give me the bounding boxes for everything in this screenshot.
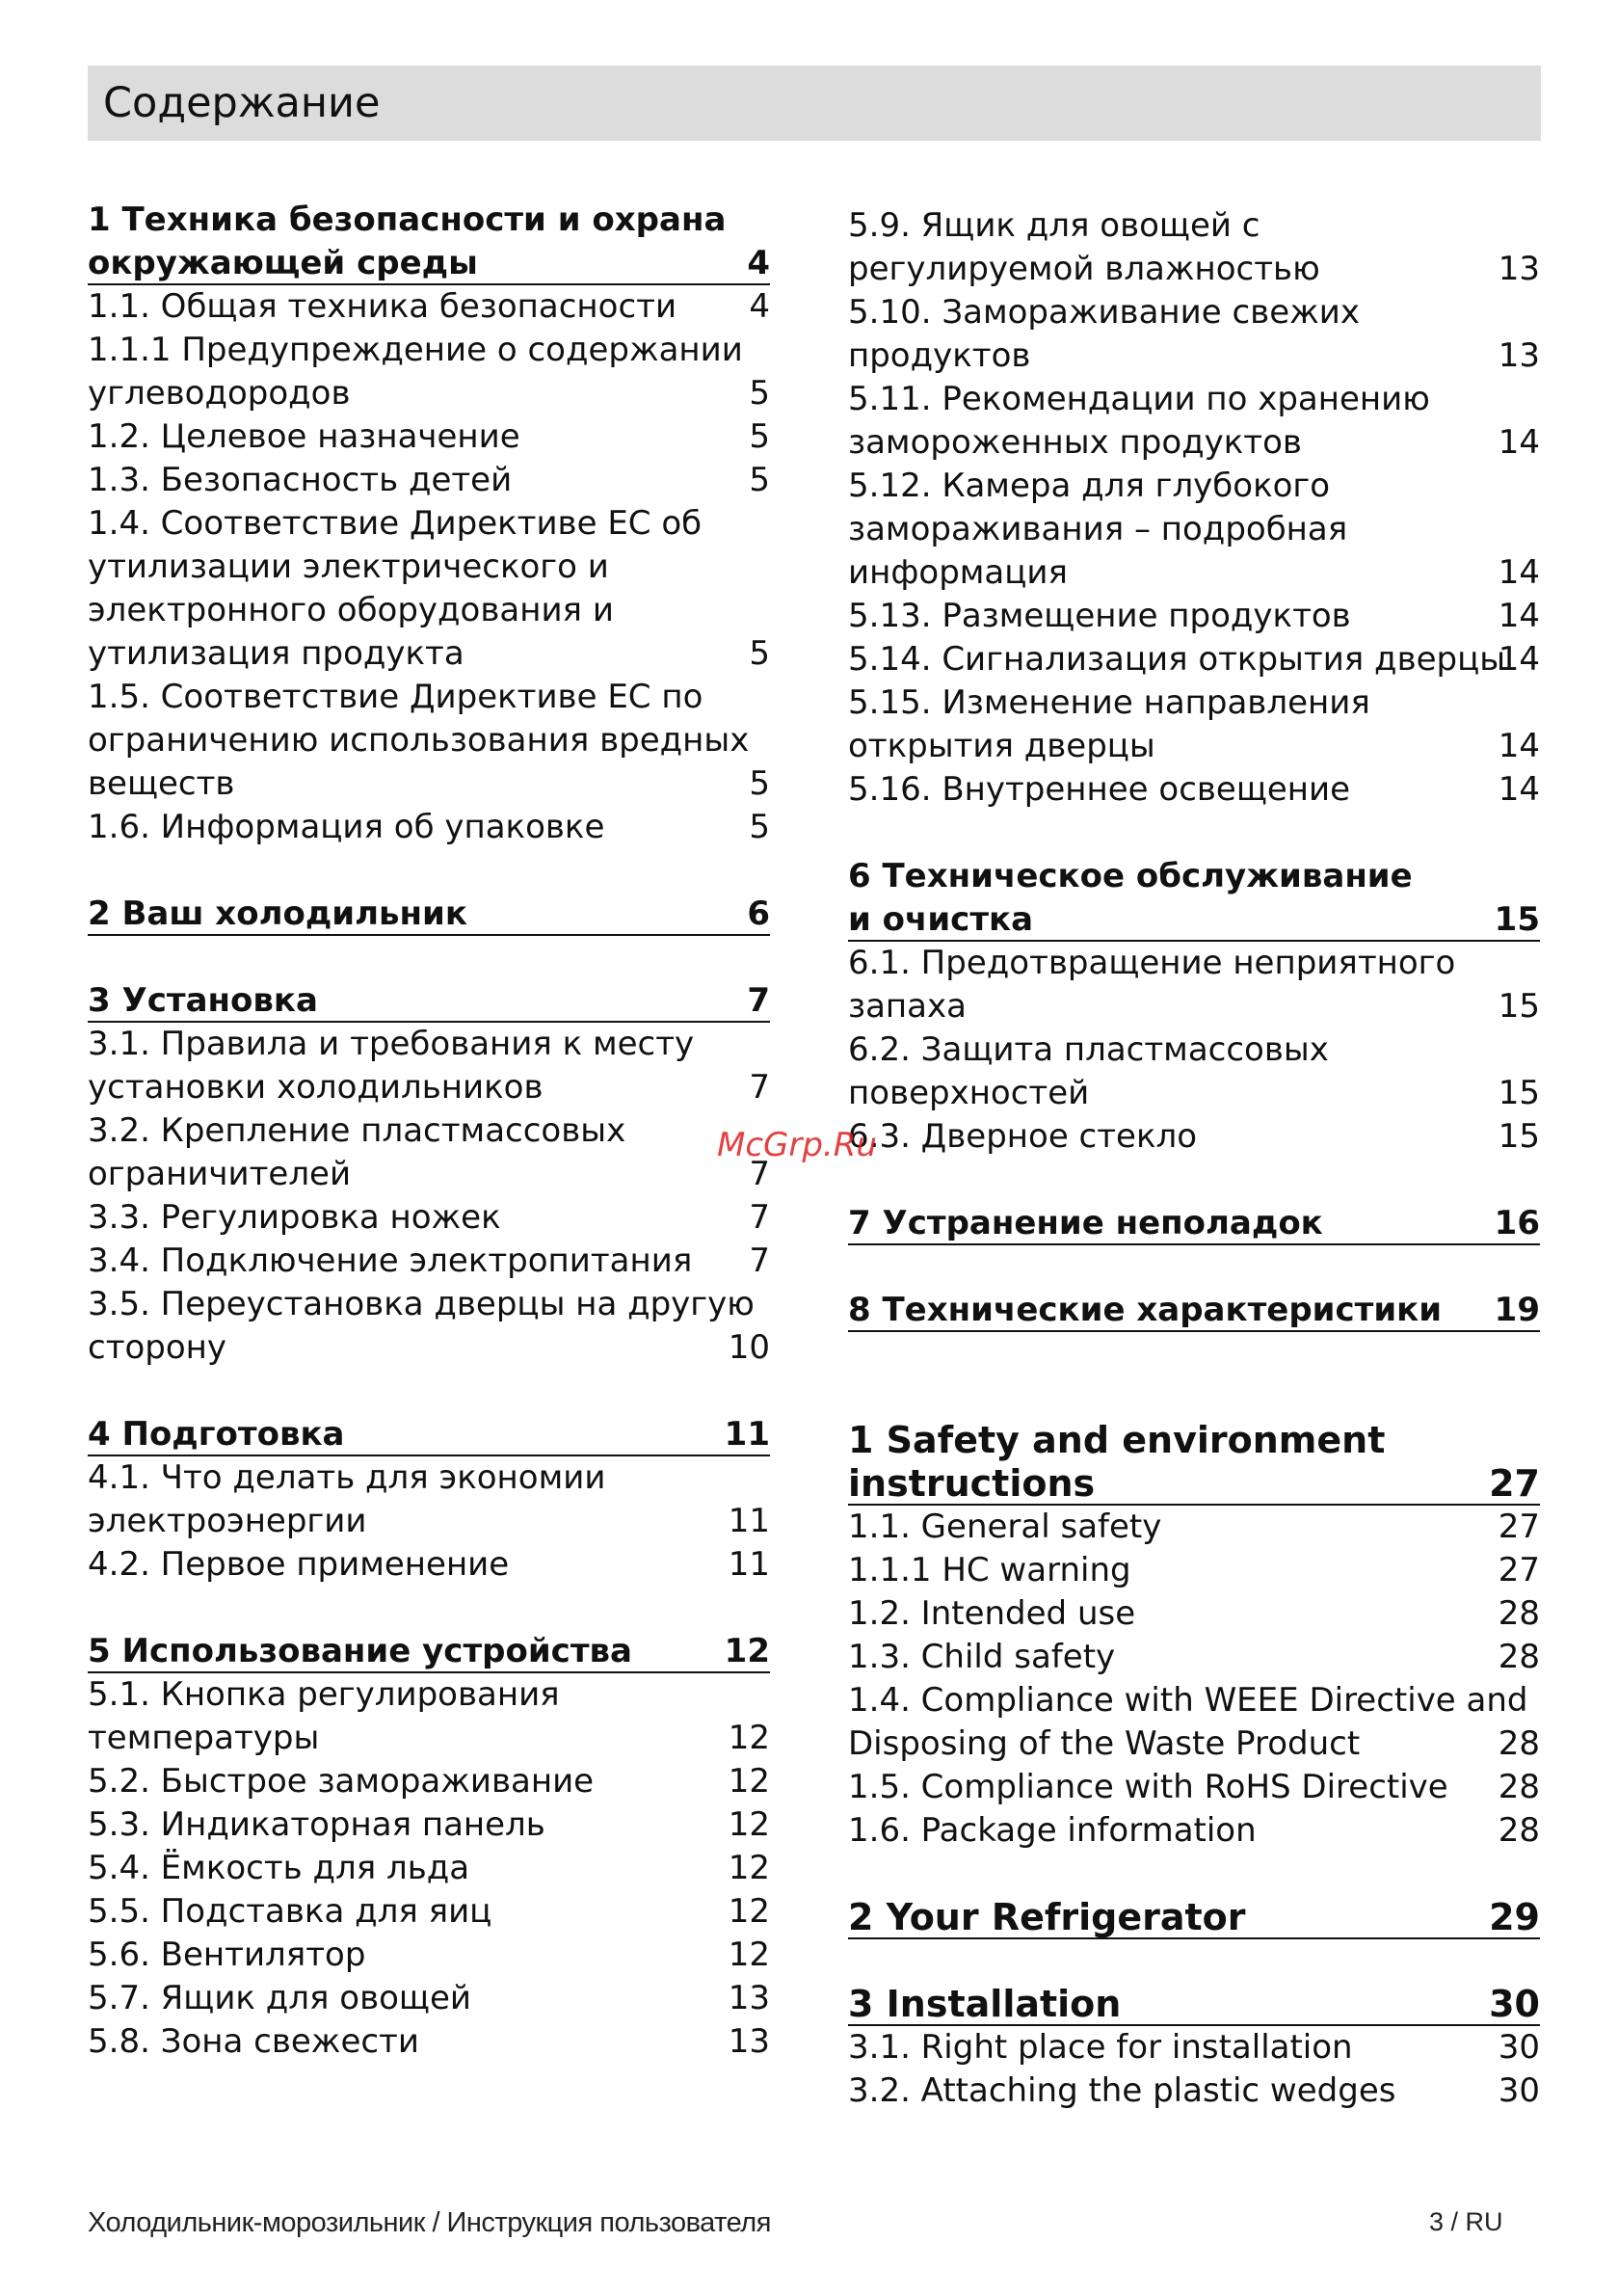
toc-spacer: [848, 1939, 1540, 1983]
toc-entry[interactable]: [848, 291, 1540, 334]
toc-spacer: [848, 1853, 1540, 1896]
toc-entry[interactable]: [848, 508, 1540, 551]
toc-entry[interactable]: [848, 421, 1540, 465]
toc-entry[interactable]: [88, 632, 770, 676]
toc-section-heading[interactable]: [848, 1419, 1540, 1462]
toc-entry[interactable]: [88, 1109, 770, 1153]
toc-entry-title: 8 Технические характеристики: [848, 1291, 1443, 1329]
toc-entry-page: 14: [1498, 727, 1540, 765]
toc-entry[interactable]: [88, 1673, 770, 1717]
toc-entry-title: температуры: [88, 1719, 320, 1757]
toc-entry-title: 3.3. Регулировка ножек: [88, 1198, 501, 1237]
toc-entry-title: 5.7. Ящик для овощей: [88, 1979, 471, 2017]
toc-entry-page: 11: [724, 1415, 770, 1454]
toc-spacer: [848, 812, 1540, 855]
toc-entry-page: 12: [728, 1849, 770, 1887]
toc-entry[interactable]: [848, 1679, 1540, 1722]
toc-entry-title: 1.1.1 Предупреждение о содержании: [88, 331, 743, 369]
toc-entry-title: 1.3. Child safety: [848, 1638, 1116, 1676]
toc-entry-title: 4.1. Что делать для экономии: [88, 1458, 606, 1497]
toc-entry-title: 5.11. Рекомендации по хранению: [848, 380, 1430, 418]
toc-entry[interactable]: [88, 1066, 770, 1109]
toc-entry-title: информация: [848, 553, 1068, 592]
toc-entry-page: 14: [1498, 640, 1540, 679]
toc-entry[interactable]: [88, 1717, 770, 1760]
toc-entry-page: 7: [747, 981, 770, 1020]
toc-entry-page: 5: [749, 374, 770, 413]
toc-entry-title: 3.1. Right place for installation: [848, 2028, 1353, 2067]
toc-entry[interactable]: [88, 502, 770, 546]
toc-entry-page: 28: [1498, 1724, 1540, 1763]
toc-entry-title: 5.13. Размещение продуктов: [848, 597, 1351, 635]
toc-entry-title: 1.6. Информация об упаковке: [88, 808, 605, 846]
toc-entry-title: 5.10. Замораживание свежих: [848, 293, 1360, 332]
toc-entry-title: 1.4. Соответствие Директиве ЕС об: [88, 504, 703, 543]
toc-section-heading[interactable]: [88, 979, 770, 1023]
toc-entry-page: 29: [1489, 1896, 1540, 1938]
toc-entry-title: окружающей среды: [88, 244, 478, 282]
toc-entry-page: 13: [728, 2022, 770, 2061]
toc-spacer: [88, 1370, 770, 1413]
toc-entry[interactable]: [848, 1506, 1540, 1549]
toc-entry-page: 11: [728, 1545, 770, 1584]
toc-entry-title: установки холодильников: [88, 1068, 544, 1107]
toc-entry[interactable]: [848, 985, 1540, 1028]
toc-entry-page: 5: [749, 764, 770, 803]
toc-column-left: [88, 199, 770, 2064]
toc-entry-page: 12: [728, 1719, 770, 1757]
toc-entry-title: утилизация продукта: [88, 634, 464, 673]
toc-entry-page: 12: [728, 1936, 770, 1974]
toc-entry[interactable]: [88, 1326, 770, 1370]
toc-entry-title: 1.2. Intended use: [848, 1594, 1136, 1633]
toc-entry[interactable]: [88, 1283, 770, 1326]
toc-entry[interactable]: [88, 1890, 770, 1934]
toc-entry-title: 3.1. Правила и требования к месту: [88, 1025, 695, 1063]
toc-section-heading[interactable]: [88, 199, 770, 242]
toc-entry-title: 5.14. Сигнализация открытия дверцы: [848, 640, 1506, 679]
toc-entry-title: открытия дверцы: [848, 727, 1155, 765]
toc-spacer: [88, 1587, 770, 1630]
toc-entry-title: 5.1. Кнопка регулирования: [88, 1675, 560, 1714]
toc-entry-page: 30: [1498, 2071, 1540, 2110]
toc-entry-title: утилизации электрического и: [88, 547, 609, 586]
toc-entry[interactable]: [88, 459, 770, 502]
toc-entry-title: 4.2. Первое применение: [88, 1545, 510, 1584]
toc-entry[interactable]: [848, 1592, 1540, 1636]
toc-entry-title: регулируемой влажностью: [848, 250, 1320, 288]
toc-entry-title: 5.12. Камера для глубокого: [848, 467, 1331, 505]
toc-entry-page: 12: [728, 1892, 770, 1931]
toc-spacer: [848, 1332, 1540, 1419]
toc-entry[interactable]: [848, 2026, 1540, 2069]
toc-entry-title: 3.2. Крепление пластмассовых: [88, 1111, 626, 1150]
toc-entry-title: 1 Техника безопасности и охрана: [88, 200, 727, 239]
toc-entry[interactable]: [848, 942, 1540, 985]
toc-entry-page: 15: [1498, 987, 1540, 1026]
toc-entry[interactable]: [848, 1028, 1540, 1072]
toc-entry[interactable]: [848, 334, 1540, 378]
toc-entry[interactable]: [848, 378, 1540, 421]
toc-entry-title: 6.3. Дверное стекло: [848, 1117, 1198, 1156]
toc-entry[interactable]: [848, 1636, 1540, 1679]
toc-entry[interactable]: [88, 329, 770, 372]
toc-entry-title: веществ: [88, 764, 235, 803]
toc-entry-title: сторону: [88, 1328, 227, 1367]
toc-entry[interactable]: [848, 1809, 1540, 1853]
toc-entry[interactable]: [88, 719, 770, 762]
toc-entry-title: ограничению использования вредных: [88, 721, 750, 760]
toc-entry-page: 5: [749, 808, 770, 846]
toc-spacer: [88, 849, 770, 893]
toc-section-heading[interactable]: [848, 1983, 1540, 2026]
toc-entry-page: 30: [1498, 2028, 1540, 2067]
toc-entry-title: углеводородов: [88, 374, 351, 413]
toc-entry-page: 15: [1498, 1117, 1540, 1156]
toc-section-heading[interactable]: [848, 855, 1540, 898]
header-bar: [88, 66, 1541, 141]
page-title: Содержание: [103, 79, 381, 127]
toc-entry-page: 27: [1489, 1462, 1540, 1505]
toc-spacer: [848, 1159, 1540, 1202]
watermark: McGrp.Ru: [717, 1126, 877, 1164]
toc-entry[interactable]: [848, 551, 1540, 595]
toc-entry[interactable]: [88, 762, 770, 806]
toc-entry[interactable]: [88, 1803, 770, 1847]
toc-entry[interactable]: [848, 681, 1540, 725]
footer-page-number: 3 / RU: [1429, 2207, 1503, 2236]
toc-entry-title: запаха: [848, 987, 967, 1026]
toc-entry-page: 7: [749, 1068, 770, 1107]
toc-entry-page: 5: [749, 634, 770, 673]
toc-entry-title: Disposing of the Waste Product: [848, 1724, 1361, 1763]
toc-entry-title: замороженных продуктов: [848, 423, 1302, 462]
toc-spacer: [88, 936, 770, 979]
toc-section-heading[interactable]: [848, 1896, 1540, 1939]
toc-entry-page: 7: [749, 1198, 770, 1237]
toc-entry[interactable]: [848, 465, 1540, 508]
toc-section-heading[interactable]: [88, 1413, 770, 1456]
toc-entry-title: электроэнергии: [88, 1502, 367, 1540]
toc-entry-title: 5.15. Изменение направления: [848, 683, 1370, 722]
toc-entry[interactable]: [88, 806, 770, 849]
toc-entry[interactable]: [88, 1934, 770, 1977]
toc-entry[interactable]: [848, 1549, 1540, 1592]
toc-entry-page: 15: [1498, 1074, 1540, 1112]
toc-entry-title: замораживания – подробная: [848, 510, 1348, 548]
toc-entry[interactable]: [848, 768, 1540, 812]
toc-section-heading[interactable]: [88, 893, 770, 936]
toc-entry-title: электронного оборудования и: [88, 591, 614, 629]
toc-entry-page: 10: [728, 1328, 770, 1367]
toc-entry[interactable]: [88, 676, 770, 719]
toc-entry[interactable]: [88, 1760, 770, 1803]
toc-entry-page: 13: [1498, 336, 1540, 375]
toc-entry-page: 14: [1498, 770, 1540, 809]
toc-entry-page: 27: [1498, 1551, 1540, 1589]
toc-entry[interactable]: [88, 1240, 770, 1283]
toc-entry-title: 5.9. Ящик для овощей с: [848, 206, 1260, 245]
toc-entry-page: 13: [728, 1979, 770, 2017]
toc-entry-title: 1 Safety and environment: [848, 1419, 1386, 1461]
toc-entry[interactable]: [848, 1115, 1540, 1159]
toc-section-heading[interactable]: [848, 1462, 1540, 1506]
toc-entry[interactable]: [88, 1196, 770, 1240]
toc-entry-page: 14: [1498, 423, 1540, 462]
toc-entry[interactable]: [88, 1456, 770, 1500]
toc-entry-title: 5 Использование устройства: [88, 1632, 633, 1670]
toc-entry-page: 13: [1498, 250, 1540, 288]
toc-entry-page: 19: [1494, 1291, 1540, 1329]
toc-entry-page: 28: [1498, 1594, 1540, 1633]
toc-entry-page: 14: [1498, 597, 1540, 635]
toc-entry-page: 30: [1489, 1983, 1540, 2025]
toc-entry[interactable]: [848, 248, 1540, 291]
toc-entry[interactable]: [88, 1023, 770, 1066]
toc-entry[interactable]: [88, 1847, 770, 1890]
toc-entry-title: 5.8. Зона свежести: [88, 2022, 419, 2061]
toc-entry-page: 5: [749, 417, 770, 456]
toc-entry-page: 14: [1498, 553, 1540, 592]
toc-entry[interactable]: [88, 1153, 770, 1196]
toc-entry[interactable]: [88, 2020, 770, 2064]
toc-entry-title: 3.2. Attaching the plastic wedges: [848, 2071, 1396, 2110]
toc-entry-title: и очистка: [848, 900, 1034, 939]
toc-entry-page: 28: [1498, 1811, 1540, 1850]
toc-entry[interactable]: [88, 589, 770, 632]
toc-entry[interactable]: [88, 415, 770, 459]
toc-entry-title: 3.4. Подключение электропитания: [88, 1241, 693, 1280]
toc-entry-title: 1.1. General safety: [848, 1508, 1162, 1546]
toc-entry-title: 7 Устранение неполадок: [848, 1204, 1323, 1242]
toc-entry[interactable]: [88, 546, 770, 589]
toc-entry-page: 16: [1494, 1204, 1540, 1242]
toc-entry-title: поверхностей: [848, 1074, 1090, 1112]
toc-section-heading[interactable]: [88, 242, 770, 285]
toc-entry-page: 12: [728, 1805, 770, 1844]
toc-entry-title: 5.2. Быстрое замораживание: [88, 1762, 595, 1801]
toc-entry-title: 1.5. Compliance with RoHS Directive: [848, 1768, 1448, 1806]
toc-entry-title: 1.5. Соответствие Директиве ЕС по: [88, 678, 703, 716]
footer-title: Холодильник-морозильник / Инструкция пользователя: [88, 2207, 771, 2238]
toc-entry-page: 27: [1498, 1508, 1540, 1546]
toc-section-heading[interactable]: [88, 1630, 770, 1673]
toc-entry-title: 1.4. Compliance with WEEE Directive and: [848, 1681, 1528, 1720]
toc-entry[interactable]: [848, 1072, 1540, 1115]
toc-entry-title: 3.5. Переустановка дверцы на другую: [88, 1285, 755, 1323]
toc-entry-page: 12: [724, 1632, 770, 1670]
toc-entry-title: 2 Ваш холодильник: [88, 894, 467, 933]
toc-entry[interactable]: [88, 285, 770, 329]
toc-section-heading[interactable]: [848, 1202, 1540, 1245]
toc-entry[interactable]: [88, 1977, 770, 2020]
toc-entry-title: 1.3. Безопасность детей: [88, 461, 513, 499]
toc-entry-title: 1.1. Общая техника безопасности: [88, 287, 677, 326]
toc-entry-title: 6.2. Защита пластмассовых: [848, 1030, 1329, 1069]
toc-spacer: [848, 1245, 1540, 1289]
toc-entry-page: 4: [747, 244, 770, 282]
toc-entry-title: продуктов: [848, 336, 1031, 375]
toc-entry-title: 6.1. Предотвращение неприятного: [848, 944, 1456, 982]
toc-entry-title: 2 Your Refrigerator: [848, 1896, 1246, 1938]
toc-entry-page: 5: [749, 461, 770, 499]
toc-entry-title: 5.3. Индикаторная панель: [88, 1805, 545, 1844]
toc-entry[interactable]: [848, 638, 1540, 681]
toc-entry-title: 5.4. Ёмкость для льда: [88, 1849, 470, 1887]
toc-entry-title: 6 Техническое обслуживание: [848, 857, 1413, 895]
toc-entry-title: 1.1.1 HC warning: [848, 1551, 1131, 1589]
toc-entry-title: 1.6. Package information: [848, 1811, 1257, 1850]
toc-entry-page: 11: [728, 1502, 770, 1540]
toc-entry-page: 28: [1498, 1638, 1540, 1676]
toc-entry-page: 6: [747, 894, 770, 933]
toc-entry-page: 28: [1498, 1768, 1540, 1806]
toc-entry-page: 7: [749, 1241, 770, 1280]
toc-entry[interactable]: [848, 2069, 1540, 2113]
toc-entry[interactable]: [88, 1543, 770, 1587]
toc-entry-title: 4 Подготовка: [88, 1415, 345, 1454]
toc-entry-title: ограничителей: [88, 1155, 352, 1193]
toc-column-right: [848, 204, 1540, 2113]
toc-entry[interactable]: [848, 204, 1540, 248]
toc-entry-page: 4: [749, 287, 770, 326]
toc-section-heading[interactable]: [848, 898, 1540, 942]
toc-entry-page: 15: [1494, 900, 1540, 939]
toc-entry[interactable]: [848, 1722, 1540, 1766]
toc-entry[interactable]: [88, 372, 770, 415]
toc-entry-title: 3 Installation: [848, 1983, 1122, 2025]
toc-entry-title: 5.5. Подставка для яиц: [88, 1892, 492, 1931]
toc-entry[interactable]: [88, 1500, 770, 1543]
toc-entry[interactable]: [848, 595, 1540, 638]
toc-section-heading[interactable]: [848, 1289, 1540, 1332]
toc-entry-page: 7: [749, 1155, 770, 1193]
toc-entry[interactable]: [848, 725, 1540, 768]
toc-entry-title: 1.2. Целевое назначение: [88, 417, 520, 456]
toc-entry-title: 5.16. Внутреннее освещение: [848, 770, 1351, 809]
toc-entry-title: 5.6. Вентилятор: [88, 1936, 366, 1974]
toc-entry-title: instructions: [848, 1462, 1096, 1505]
toc-entry[interactable]: [848, 1766, 1540, 1809]
toc-entry-page: 12: [728, 1762, 770, 1801]
toc-entry-title: 3 Установка: [88, 981, 318, 1020]
